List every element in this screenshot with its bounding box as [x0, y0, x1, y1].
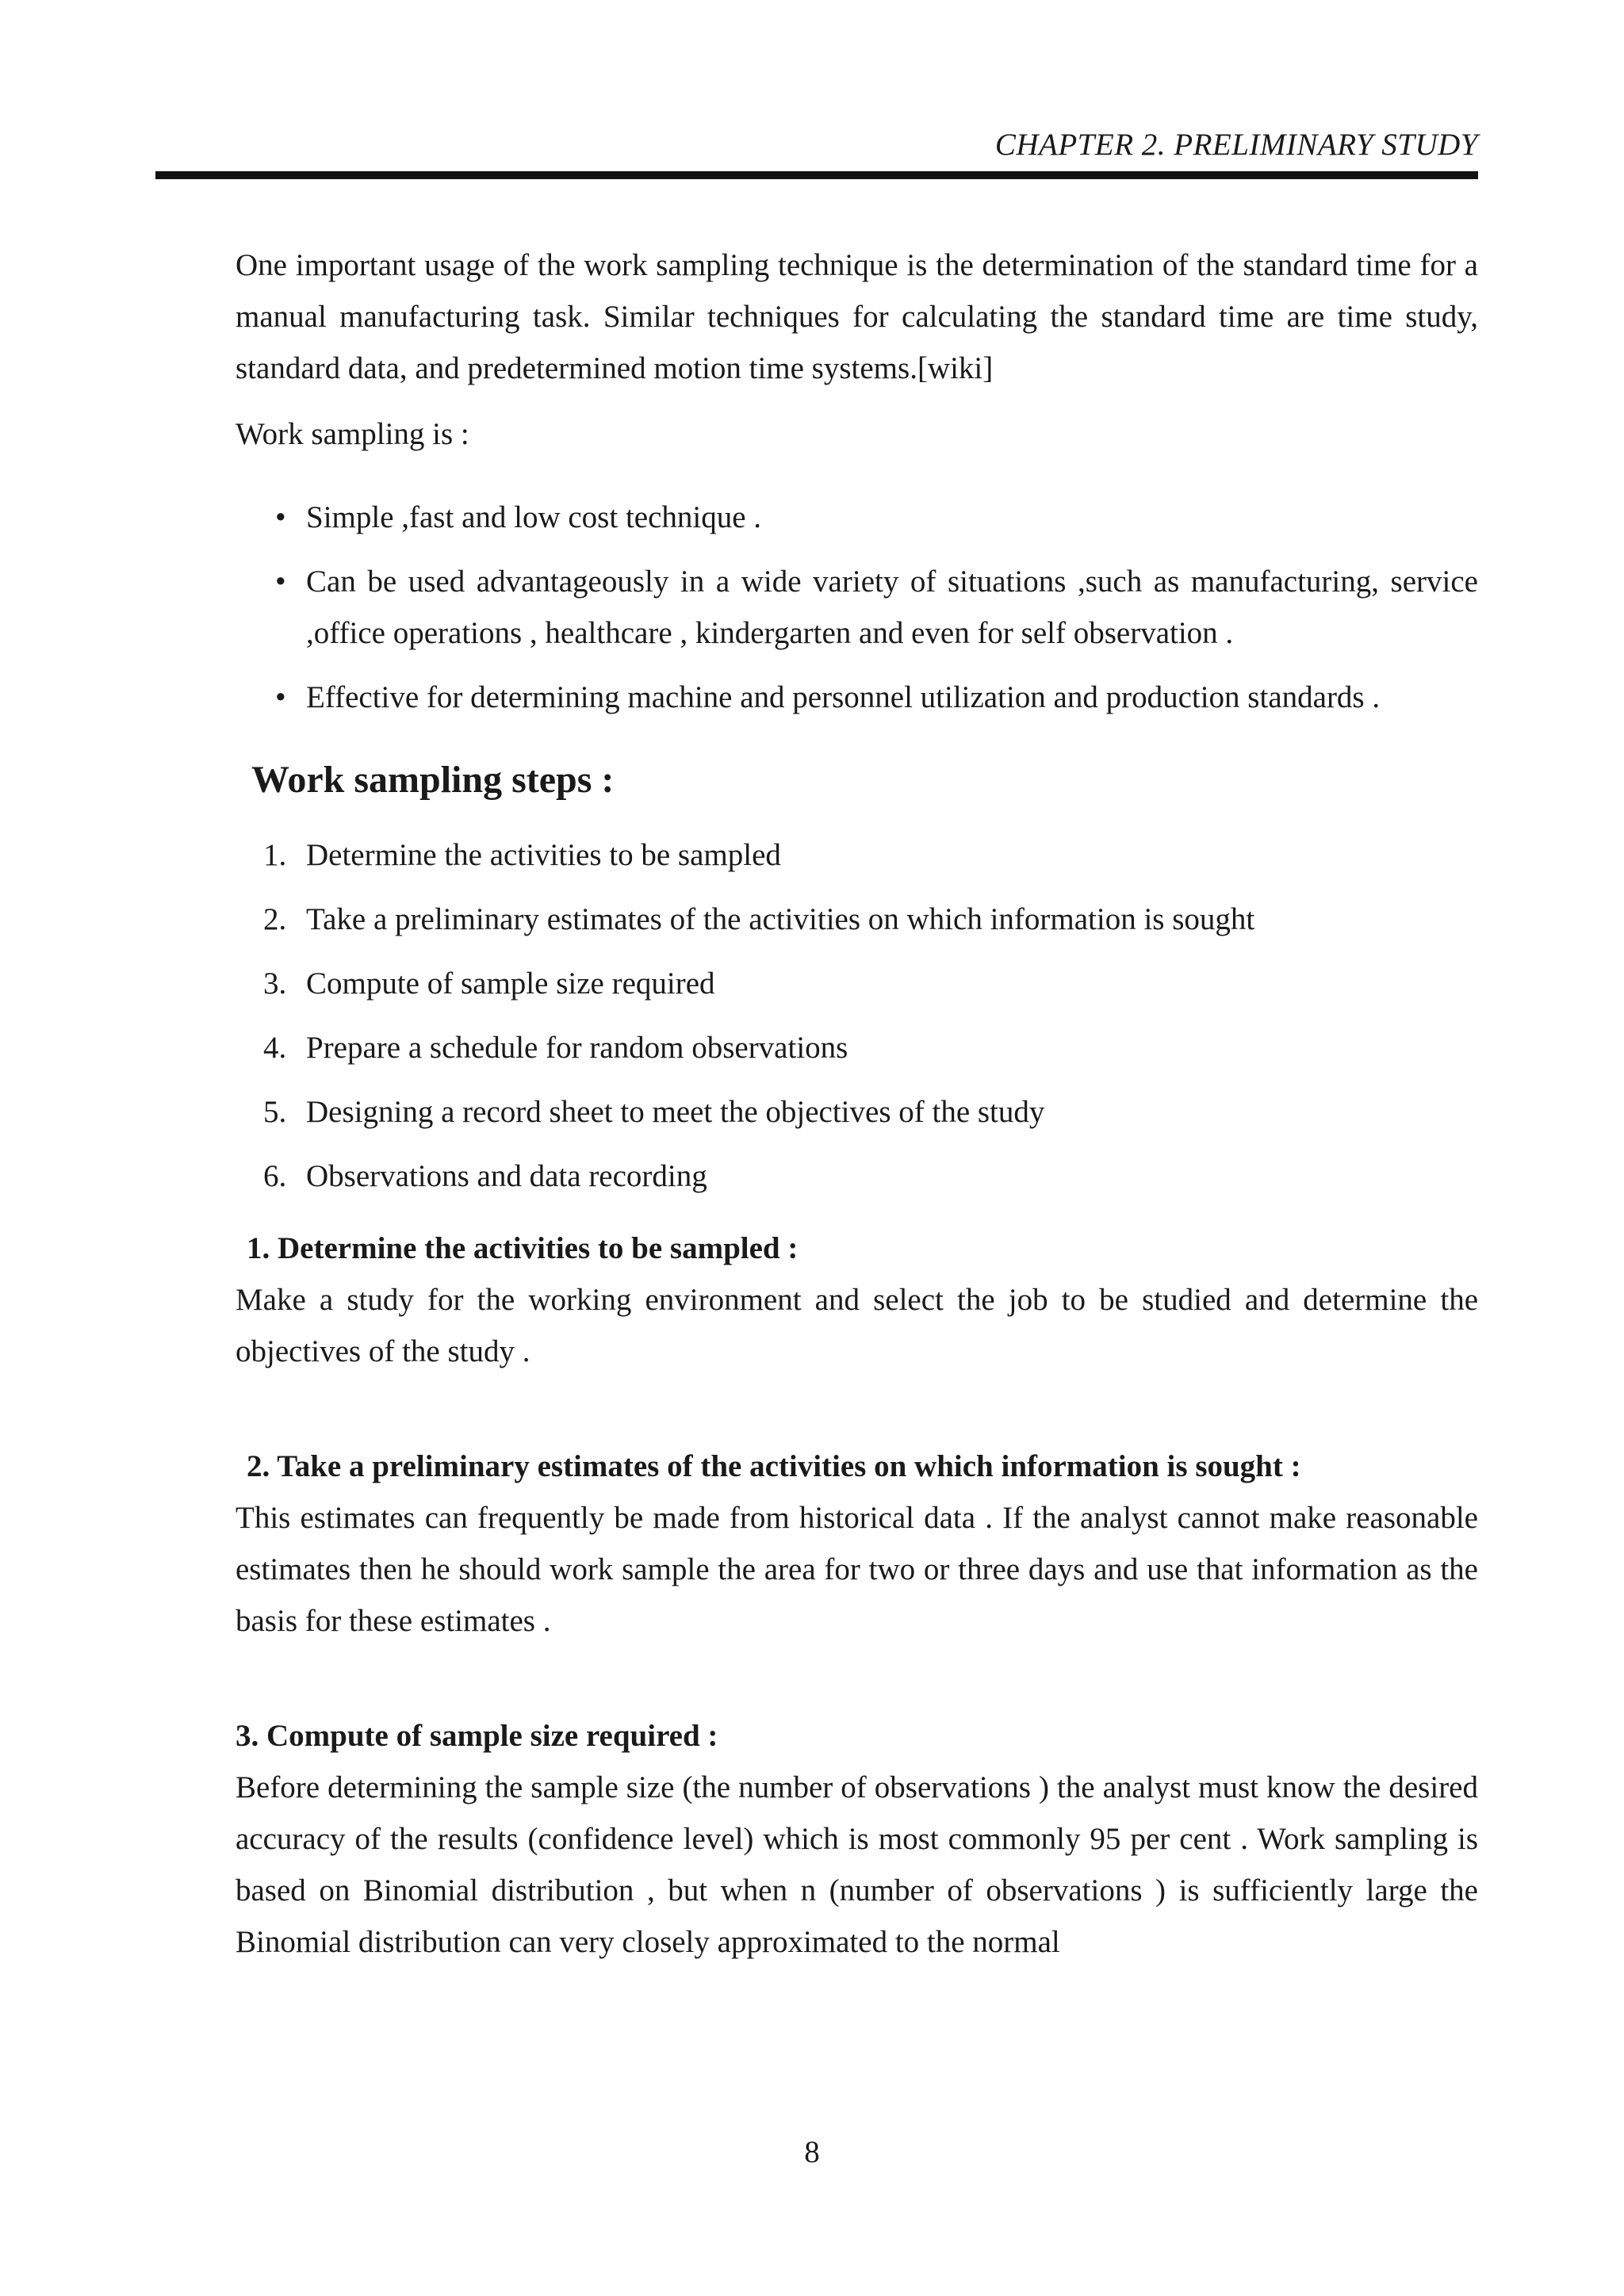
list-item	[236, 492, 1478, 543]
intro-paragraph: One important usage of the work sampling technique is the determination of the standard time for a manual manufacturing task. Similar techniques for calculating the standard time are time study, standard data, and predetermined motion time systems.[wiki]	[236, 248, 1478, 385]
detail-block-1	[236, 1223, 1478, 1377]
detail-body: Make a study for the working environment and select the job to be studied and determine the objectives of the study .	[236, 1283, 1478, 1368]
section-heading: Work sampling steps :	[251, 759, 615, 801]
bullet-text: Simple ,fast and low cost technique .	[306, 500, 762, 534]
header-rule	[155, 171, 1478, 179]
detail-block-3	[236, 1710, 1478, 1968]
step-text: Prepare a schedule for random observations	[306, 1031, 848, 1065]
detail-body: Before determining the sample size (the number of observations ) the analyst must know the desired accuracy of the results (confidence level) which is most commonly 95 per cent . Work sampling is based on Binomial distribution , but when n (number of observations ) is sufficiently large the Binomial distribution can very closely approximated to the normal	[236, 1770, 1478, 1959]
bullet-icon: •	[275, 680, 286, 714]
list-item	[236, 829, 1478, 881]
step-text: Determine the activities to be sampled	[306, 838, 781, 872]
bullet-icon: •	[275, 564, 286, 599]
list-item	[236, 1086, 1478, 1138]
page-body	[236, 239, 1478, 1968]
list-item	[236, 894, 1478, 945]
steps-list	[236, 829, 1478, 1202]
work-sampling-is-label: Work sampling is :	[236, 417, 469, 451]
list-item	[236, 556, 1478, 659]
step-text: Compute of sample size required	[306, 966, 715, 1001]
detail-block-2	[236, 1441, 1478, 1647]
list-item	[236, 1150, 1478, 1202]
page-number: 8	[804, 2135, 820, 2169]
step-text: Designing a record sheet to meet the objectives of the study	[306, 1095, 1045, 1129]
running-header: CHAPTER 2. PRELIMINARY STUDY	[994, 128, 1478, 162]
bullet-list	[236, 492, 1478, 723]
step-text: Observations and data recording	[306, 1159, 707, 1193]
step-text: Take a preliminary estimates of the activities on which information is sought	[306, 902, 1255, 936]
detail-body: This estimates can frequently be made from historical data . If the analyst cannot make reasonable estimates then he should work sample the area for two or three days and use that information as the basis for these estimates .	[236, 1501, 1478, 1638]
step-number: 4.	[263, 1031, 287, 1065]
bullet-text: Effective for determining machine and personnel utilization and production standards .	[306, 680, 1381, 714]
step-number: 3.	[263, 966, 287, 1001]
bullet-icon: •	[275, 500, 286, 534]
detail-heading: 3. Compute of sample size required :	[236, 1719, 718, 1753]
bullet-text: Can be used advantageously in a wide variety of situations ,such as manufacturing, service ,office operations , healthcare , kindergarten and even for self observation .	[306, 564, 1478, 650]
list-item	[236, 958, 1478, 1009]
detail-heading: 1. Determine the activities to be sampled :	[247, 1231, 799, 1265]
step-number: 1.	[263, 838, 287, 872]
step-number: 5.	[263, 1095, 287, 1129]
list-item	[236, 1022, 1478, 1073]
step-number: 6.	[263, 1159, 287, 1193]
detail-heading: 2. Take a preliminary estimates of the activities on which information is sought :	[247, 1449, 1301, 1483]
list-item	[236, 672, 1478, 723]
step-number: 2.	[263, 902, 287, 936]
